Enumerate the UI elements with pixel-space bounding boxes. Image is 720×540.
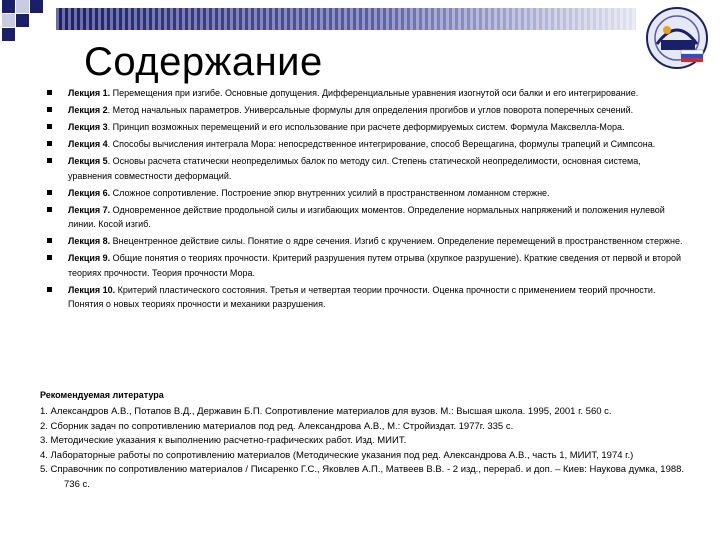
reference-item: 2. Сборник задач по сопротивлению материалов под ред. Александрова А.В., М.: Стройиздат. 1977г. 335 с. [40, 420, 514, 432]
lecture-item [44, 234, 684, 249]
lecture-text: . Основы расчета статически неопределимых балок по методу сил. Степень статической неопределимости, основная система, уравнения совместности деформаций. [68, 156, 641, 181]
lecture-text: Общие понятия о теориях прочности. Критерий разрушения путем отрыва (хрупкое разрушение). Краткие сведения от первой и второй теориях прочности. Теория прочности Мора. [68, 253, 681, 278]
institution-logo [643, 4, 711, 72]
square-bullet-icon [47, 255, 52, 260]
lecture-item [44, 137, 684, 152]
references-title: Рекомендуемая литература [40, 390, 164, 400]
slide-title: Содержание [84, 40, 323, 84]
square-bullet-icon [47, 238, 52, 243]
reference-item: 1. Александров А.В., Потапов В.Д., Державин Б.П. Сопротивление материалов для вузов. М.: Высшая школа. 1995, 2001 г. 560 с. [40, 406, 612, 417]
lecture-item [44, 86, 684, 101]
lecture-text: . Способы вычисления интеграла Мора: непосредственное интегрирование, способ Верещагина, формулы трапеций и Симпсона. [107, 139, 656, 149]
lecture-item [44, 186, 684, 201]
reference-item: 3. Методические указания к выполнению расчетно-графических работ. Изд. МИИТ. [40, 435, 407, 446]
square-bullet-icon [47, 141, 52, 146]
square-bullet-icon [47, 190, 52, 195]
lecture-label: Лекция 2 [68, 105, 108, 115]
lecture-label: Лекция 7. [68, 204, 111, 215]
decorative-squares [0, 0, 60, 50]
square-bullet-icon [47, 207, 52, 212]
lecture-item [44, 154, 684, 183]
lecture-item [44, 120, 684, 135]
lecture-item [44, 103, 684, 118]
lecture-item [44, 251, 684, 280]
decorative-header-bar [56, 8, 636, 30]
lecture-label: Лекция 8. [68, 236, 111, 246]
square-bullet-icon [47, 90, 52, 95]
square-bullet-icon [47, 107, 52, 112]
square-bullet-icon [47, 287, 52, 292]
lecture-text: Критерий пластического состояния. Третья и четвертая теории прочности. Оценка прочности с применением теорий прочности. Понятия о новых теориях прочности и механики разрушения. [68, 284, 656, 309]
lecture-label: Лекция 1. [68, 88, 111, 98]
lecture-label: Лекция 10. [68, 284, 116, 295]
lecture-label: Лекция 6. [68, 187, 111, 198]
lecture-text: Внецентренное действие силы. Понятие о ядре сечения. Изгиб с кручением. Определение перемещений в пространственном стержне. [110, 236, 683, 246]
lecture-text: Сложное сопротивление. Построение эпюр внутренних усилий в пространственном ломанном стержне. [110, 187, 550, 198]
lecture-label: Лекция 9. [68, 253, 111, 263]
lecture-text: Перемещения при изгибе. Основные допущения. Дифференциальные уравнения изогнутой оси балки и его интегрирование. [110, 88, 639, 98]
lecture-label: Лекция 4 [68, 139, 108, 149]
lecture-list [44, 86, 684, 314]
lecture-label: Лекция 5 [68, 156, 108, 166]
lecture-item [44, 283, 684, 312]
lecture-item [44, 203, 684, 232]
references-section [40, 388, 700, 492]
reference-item: 5. Справочник по сопротивлению материалов / Писаренко Г.С., Яковлев А.П., Матвеев В.В. - 2 изд., перераб. и доп. – Киев: Наукова думка, 1988. 736 с. [40, 464, 685, 490]
square-bullet-icon [47, 124, 52, 129]
reference-item: 4. Лабораторные работы по сопротивлению материалов (Методические указания под ред. Александрова А.В., часть 1, МИИТ, 1974 г.) [40, 449, 634, 461]
lecture-label: Лекция 3 [68, 122, 108, 132]
lecture-text: . Метод начальных параметров. Универсальные формулы для определения прогибов и углов поворота поперечных сечений. [107, 105, 634, 115]
square-bullet-icon [47, 158, 52, 163]
lecture-text: Одновременное действие продольной силы и изгибающих моментов. Определение нормальных напряжений и положения нулевой линии. Косой изгиб. [68, 204, 665, 229]
lecture-text: . Принцип возможных перемещений и его использование при расчете деформируемых систем. Формула Максвелла-Мора. [107, 122, 625, 132]
